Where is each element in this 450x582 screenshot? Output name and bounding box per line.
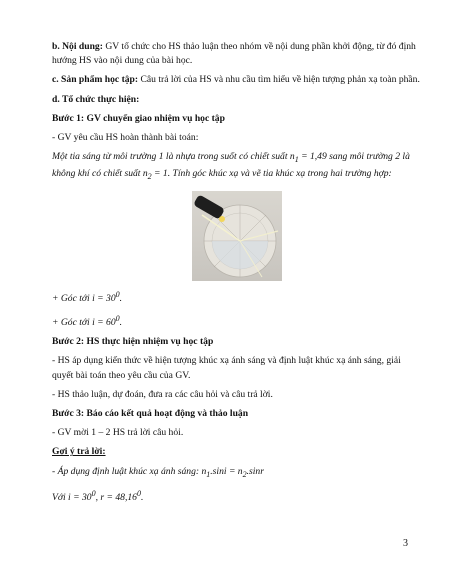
case-2 bbox=[52, 312, 422, 330]
content-paragraph bbox=[52, 40, 422, 68]
content-text: GV tổ chức cho HS thảo luận theo nhóm về nội dung phần khởi động, từ đó định hướng HS vào nội dung của bài học. bbox=[52, 41, 416, 67]
product-text: Câu trả lời của HS và nhu cầu tìm hiểu về hiện tượng phản xạ toàn phần. bbox=[138, 74, 420, 86]
product-paragraph bbox=[52, 73, 422, 87]
result-degree-1: 0 bbox=[91, 488, 96, 498]
law-part-b: .sini = n bbox=[210, 465, 243, 477]
problem-part-b: = 1,49 sang môi trường 2 là không khí có chiết suất n bbox=[52, 151, 410, 180]
figure-container bbox=[52, 191, 422, 281]
refraction-law bbox=[52, 465, 422, 482]
law-part-c: .sinr bbox=[246, 465, 264, 477]
refraction-photo bbox=[192, 191, 282, 281]
subscript-2: 2 bbox=[147, 172, 152, 182]
page-number: 3 bbox=[403, 538, 408, 549]
organization-heading: d. Tổ chức thực hiện: bbox=[52, 93, 140, 105]
law-sub-1: 1 bbox=[206, 469, 211, 479]
law-part-a: - Áp dụng định luật khúc xạ ánh sáng: n bbox=[52, 465, 207, 477]
case-1 bbox=[52, 288, 422, 306]
hint-heading: Gợi ý trả lời: bbox=[52, 446, 106, 458]
result-line bbox=[52, 487, 422, 505]
step3-line1: - GV mời 1 – 2 HS trả lời câu hỏi. bbox=[52, 427, 184, 439]
problem-part-c: = 1. Tính góc khúc xạ và vẽ tia khúc xạ trong hai trường hợp: bbox=[151, 168, 392, 180]
step1-heading: Bước 1: GV chuyển giao nhiệm vụ học tập bbox=[52, 112, 225, 124]
content-label: b. Nội dung: bbox=[52, 41, 103, 52]
document-page bbox=[52, 40, 422, 505]
subscript-1: 1 bbox=[294, 155, 299, 165]
case1-text: + Góc tới i = 30 bbox=[52, 293, 116, 305]
step2-heading: Bước 2: HS thực hiện nhiệm vụ học tập bbox=[52, 336, 214, 348]
product-label: c. Sản phẩm học tập: bbox=[52, 74, 139, 86]
step1-line1: - GV yêu cầu HS hoàn thành bài toán: bbox=[52, 132, 199, 144]
problem-part-a: Một tia sáng từ môi trường 1 là nhựa trong suốt có chiết suất n bbox=[52, 151, 295, 163]
law-sub-2: 2 bbox=[242, 469, 247, 479]
result-degree-2: 0 bbox=[136, 488, 141, 498]
problem-statement bbox=[52, 150, 422, 184]
step2-line2: - HS thảo luận, dự đoán, đưa ra các câu hỏi và câu trả lời. bbox=[52, 388, 273, 400]
case2-text: + Góc tới i = 60 bbox=[52, 317, 116, 329]
result-part-a: Với i = 30 bbox=[52, 491, 92, 503]
step2-line1: - HS áp dụng kiến thức về hiện tượng khúc xạ ánh sáng và định luật khúc xạ ánh sáng, giải quyết bài toán theo yêu cầu của GV. bbox=[52, 355, 401, 381]
step3-heading: Bước 3: Báo cáo kết quả hoạt động và thảo luận bbox=[52, 408, 249, 420]
result-part-c: . bbox=[140, 491, 144, 503]
protractor-illustration bbox=[192, 191, 282, 281]
case1-end: . bbox=[119, 293, 123, 305]
case2-degree: 0 bbox=[115, 313, 120, 323]
case2-end: . bbox=[119, 317, 123, 329]
result-part-b: , r = 48,16 bbox=[95, 491, 137, 503]
case1-degree: 0 bbox=[115, 290, 120, 300]
